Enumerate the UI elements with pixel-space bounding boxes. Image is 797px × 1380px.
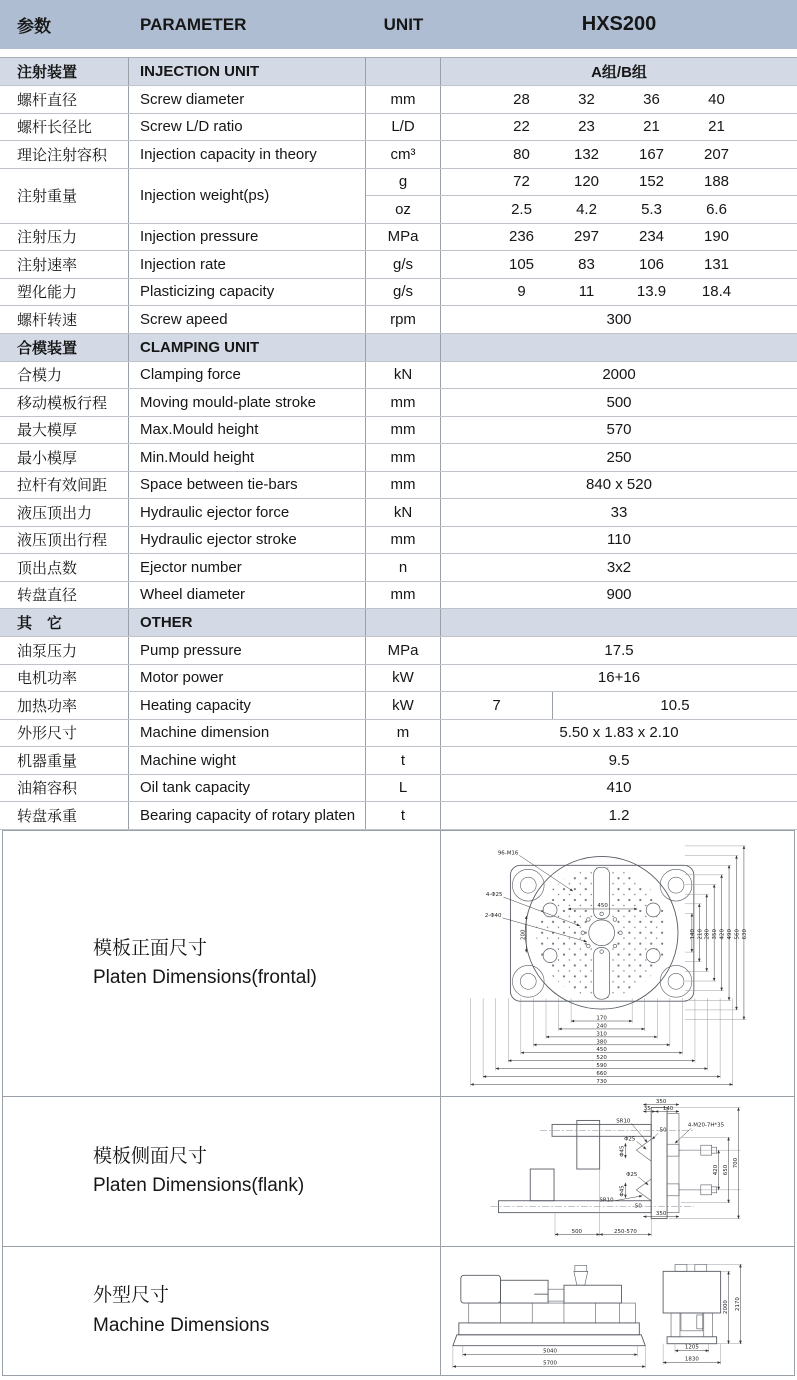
param-en: Bearing capacity of rotary platen <box>140 806 356 824</box>
diagram-title-en: Machine Dimensions <box>93 1314 270 1336</box>
value: 28 <box>513 90 530 108</box>
section-group-label: A组/B组 <box>591 64 647 81</box>
dim: 420 <box>713 1164 720 1175</box>
value: 120 <box>573 173 600 191</box>
param-zh: 理论注射容积 <box>17 146 108 164</box>
unit: mm <box>390 531 416 549</box>
flank-dimensions <box>555 1099 740 1236</box>
dim: 140 <box>662 1105 674 1112</box>
dim: 730 <box>596 1078 607 1085</box>
dim: 250-570 <box>614 1228 637 1235</box>
value: 23 <box>578 118 595 136</box>
value: 9 <box>517 283 526 301</box>
section-zh: 注射装置 <box>0 58 129 85</box>
value: 4.2 <box>576 200 597 218</box>
value: 3x2 <box>606 558 632 576</box>
header-gap <box>0 49 797 57</box>
dim: 4-M20-7H*35 <box>687 1121 725 1128</box>
dim: 560 <box>734 928 741 939</box>
param-en: Screw L/D ratio <box>140 118 243 136</box>
section-unit <box>366 609 441 636</box>
diagram-row-frontal <box>2 830 795 1097</box>
param-en: Injection weight(ps) <box>140 187 270 204</box>
subrow-oz <box>366 196 797 223</box>
value: 1.2 <box>608 806 630 824</box>
param-zh: 转盘承重 <box>17 807 78 825</box>
value: 236 <box>508 228 535 246</box>
unit: oz <box>395 200 411 218</box>
value: 131 <box>703 255 730 273</box>
dim: 520 <box>596 1054 607 1061</box>
value: 840 x 520 <box>586 476 652 494</box>
value: 7 <box>492 696 501 714</box>
header-param-en: PARAMETER <box>140 14 247 34</box>
spec-row <box>0 389 797 417</box>
value: 83 <box>578 255 595 273</box>
value: 21 <box>643 118 660 136</box>
value: 190 <box>703 228 730 246</box>
diagram-title-zh: 模板正面尺寸 <box>93 937 208 959</box>
header-model: HXS200 <box>581 13 657 35</box>
param-zh: 最大模厚 <box>17 422 78 440</box>
value: 900 <box>606 586 632 604</box>
dim: Φ45 <box>619 1145 626 1157</box>
dim: 35 <box>643 1105 651 1112</box>
unit: t <box>400 806 406 824</box>
spec-row-injection-weight <box>0 169 797 224</box>
dim: 50 <box>659 1126 667 1133</box>
dim: 1205 <box>684 1344 699 1351</box>
section-row-other <box>0 609 797 637</box>
param-en: Motor power <box>140 669 224 687</box>
param-zh: 螺杆长径比 <box>17 119 93 137</box>
diagram-title-zh: 模板侧面尺寸 <box>93 1145 208 1167</box>
dim: Φ45 <box>619 1184 626 1196</box>
frontal-label-4: 4-Φ25 <box>485 891 503 898</box>
value: 22 <box>513 118 530 136</box>
spec-row <box>0 720 797 748</box>
value: 40 <box>708 90 725 108</box>
diagram-title-en: Platen Dimensions(flank) <box>93 1175 305 1196</box>
value: 32 <box>578 90 595 108</box>
dim: Φ25 <box>624 1135 636 1142</box>
param-zh: 移动模板行程 <box>17 394 108 412</box>
value: 2.5 <box>511 200 532 218</box>
machine-end-view <box>663 1264 721 1343</box>
spec-row <box>0 637 797 665</box>
value: 2000 <box>602 366 636 384</box>
diagram-figure-flank <box>441 1097 794 1246</box>
value: 11 <box>578 283 595 301</box>
dim: 50 <box>634 1203 642 1210</box>
param-zh: 注射重量 <box>17 188 78 205</box>
spec-table <box>0 57 797 830</box>
spec-row <box>0 306 797 334</box>
dim: 380 <box>596 1038 607 1045</box>
unit: kW <box>392 696 414 714</box>
spec-row <box>0 472 797 500</box>
param-zh: 塑化能力 <box>17 284 78 302</box>
dim: 350 <box>655 1098 667 1105</box>
machine-side-view <box>453 1265 645 1345</box>
unit: kW <box>392 669 414 687</box>
value: 106 <box>638 255 665 273</box>
param-en: Machine wight <box>140 751 236 769</box>
param-en: Hydraulic ejector stroke <box>140 531 297 549</box>
unit: MPa <box>387 641 419 659</box>
param-en: Screw diameter <box>140 90 245 108</box>
param-zh: 液压顶出力 <box>17 504 93 522</box>
value: 207 <box>703 145 730 163</box>
value: 300 <box>606 310 632 328</box>
dim: SR10 <box>616 1117 631 1124</box>
param-zh: 合模力 <box>17 367 63 385</box>
machine-dimensions <box>453 1264 743 1368</box>
section-en: OTHER <box>129 609 366 636</box>
dim: Φ25 <box>626 1171 638 1178</box>
param-en: Wheel diameter <box>140 586 246 604</box>
dim: 450 <box>596 1046 607 1053</box>
param-zh: 机器重量 <box>17 752 78 770</box>
spec-row <box>0 665 797 693</box>
dim: 700 <box>732 1157 739 1168</box>
param-zh: 螺杆转速 <box>17 311 78 329</box>
frontal-left-dim: 200 <box>520 929 527 940</box>
unit: L/D <box>391 118 415 136</box>
spec-row <box>0 417 797 445</box>
unit: n <box>398 558 408 576</box>
param-zh: 转盘直径 <box>17 587 78 605</box>
param-en: Max.Mould height <box>140 421 259 439</box>
section-row-injection <box>0 58 797 86</box>
dim: 240 <box>596 1022 607 1029</box>
spec-row <box>0 251 797 279</box>
dim: 210 <box>697 928 704 939</box>
value: 297 <box>573 228 600 246</box>
value: 152 <box>638 173 665 191</box>
unit: kN <box>393 503 413 521</box>
spec-row <box>0 554 797 582</box>
frontal-label-96: 96-M16 <box>497 849 519 856</box>
dim: 420 <box>719 928 726 939</box>
param-en: Oil tank capacity <box>140 779 251 797</box>
value: 9.5 <box>608 751 630 769</box>
diagram-figure-machine <box>441 1247 794 1375</box>
spec-row <box>0 114 797 142</box>
param-zh: 顶出点数 <box>17 559 78 577</box>
dim: 500 <box>571 1228 583 1235</box>
dim: 490 <box>727 928 734 939</box>
unit: g <box>398 173 408 191</box>
dim: 2000 <box>723 1299 730 1314</box>
value: 5.50 x 1.83 x 2.10 <box>559 724 679 742</box>
dim: 280 <box>704 928 711 939</box>
dim: 140 <box>689 928 696 939</box>
spec-row <box>0 444 797 472</box>
param-zh: 螺杆直径 <box>17 91 78 109</box>
section-group-label <box>441 334 797 361</box>
spec-row <box>0 141 797 169</box>
section-group-label <box>441 609 797 636</box>
unit: mm <box>390 421 416 439</box>
unit: m <box>396 724 410 742</box>
unit: t <box>400 751 406 769</box>
value: 105 <box>508 255 535 273</box>
param-en: Screw apeed <box>140 310 228 328</box>
unit: mm <box>390 393 416 411</box>
value: 188 <box>703 173 730 191</box>
diagram-label-machine <box>3 1247 441 1375</box>
header-param-zh: 参数 <box>17 17 51 36</box>
dim: SR10 <box>599 1197 614 1204</box>
unit: L <box>398 779 408 797</box>
unit: kN <box>393 366 413 384</box>
value: 5.3 <box>641 200 662 218</box>
value: 33 <box>610 503 628 521</box>
param-en: Ejector number <box>140 558 242 576</box>
spec-row <box>0 362 797 390</box>
param-en: Heating capacity <box>140 696 251 714</box>
value: 80 <box>513 145 530 163</box>
frontal-top-dim: 450 <box>597 902 608 909</box>
unit: rpm <box>390 310 416 328</box>
unit: mm <box>390 586 416 604</box>
section-zh: 合模装置 <box>0 334 129 361</box>
spec-row <box>0 582 797 610</box>
unit: mm <box>390 448 416 466</box>
param-zh: 拉杆有效间距 <box>17 477 108 495</box>
param-zh: 电机功率 <box>17 670 78 688</box>
unit: mm <box>390 476 416 494</box>
value: 17.5 <box>604 641 634 659</box>
value: 570 <box>606 421 632 439</box>
header-unit: UNIT <box>383 14 424 34</box>
dim: 590 <box>596 1062 607 1069</box>
dim: 650 <box>723 1164 730 1175</box>
dim: 630 <box>741 928 748 939</box>
param-en: Injection pressure <box>140 228 259 246</box>
dim: 310 <box>596 1030 607 1037</box>
spec-row <box>0 747 797 775</box>
dim: 660 <box>596 1070 607 1077</box>
spec-row <box>0 86 797 114</box>
section-zh: 其 它 <box>0 609 129 636</box>
spec-row <box>0 279 797 307</box>
dim: 5700 <box>543 1360 557 1367</box>
diagram-section <box>2 830 795 1376</box>
section-row-clamping <box>0 334 797 362</box>
value: 36 <box>643 90 660 108</box>
diagram-title-en: Platen Dimensions(frontal) <box>93 967 317 988</box>
value: 132 <box>573 145 600 163</box>
value: 6.6 <box>706 200 727 218</box>
frontal-label-2: 2-Φ40 <box>484 912 502 919</box>
subrow-g <box>366 169 797 197</box>
dim: 350 <box>655 1210 667 1217</box>
param-zh: 注射速率 <box>17 256 78 274</box>
param-zh: 外形尺寸 <box>17 725 78 743</box>
value: 10.5 <box>660 696 690 714</box>
dim: 1830 <box>684 1356 699 1363</box>
machine-drawing <box>441 1247 794 1375</box>
dim: 170 <box>596 1015 607 1022</box>
diagram-row-machine <box>2 1247 795 1376</box>
param-en: Plasticizing capacity <box>140 283 275 301</box>
value: 410 <box>606 779 632 797</box>
spec-row <box>0 224 797 252</box>
param-en: Injection capacity in theory <box>140 145 317 163</box>
value: 21 <box>708 118 725 136</box>
dim: 2170 <box>734 1296 741 1311</box>
diagram-figure-frontal <box>441 831 794 1096</box>
param-en: Space between tie-bars <box>140 476 298 494</box>
value: 500 <box>606 393 632 411</box>
header-band <box>0 0 797 49</box>
section-en: INJECTION UNIT <box>129 58 366 85</box>
diagram-label-flank <box>3 1097 441 1246</box>
diagram-title-zh: 外型尺寸 <box>93 1285 170 1307</box>
flank-platen-drawing <box>441 1097 794 1246</box>
spec-row <box>0 499 797 527</box>
param-en: Machine dimension <box>140 724 270 742</box>
param-zh: 最小模厚 <box>17 449 78 467</box>
value: 18.4 <box>701 283 732 301</box>
value: 16+16 <box>597 669 641 687</box>
dim: 350 <box>712 928 719 939</box>
unit: cm³ <box>390 145 416 163</box>
frontal-platen-drawing <box>441 831 794 1096</box>
unit: mm <box>390 90 416 108</box>
param-en: Hydraulic ejector force <box>140 503 290 521</box>
spec-row <box>0 802 797 830</box>
dim: 5040 <box>543 1348 557 1355</box>
unit: g/s <box>392 283 413 301</box>
spec-row-heating <box>0 692 797 720</box>
value: 167 <box>638 145 665 163</box>
param-zh: 加热功率 <box>17 697 78 715</box>
param-en: Injection rate <box>140 255 226 273</box>
param-zh: 油箱容积 <box>17 780 78 798</box>
param-zh: 油泵压力 <box>17 642 78 660</box>
value: 13.9 <box>636 283 667 301</box>
diagram-label-frontal <box>3 831 441 1096</box>
unit: g/s <box>392 255 413 273</box>
section-unit <box>366 334 441 361</box>
value: 110 <box>607 531 631 549</box>
section-unit <box>366 58 441 85</box>
param-en: Clamping force <box>140 366 241 384</box>
param-en: Moving mould-plate stroke <box>140 393 316 411</box>
platen-outline <box>510 856 693 1009</box>
spec-row <box>0 527 797 555</box>
unit: MPa <box>387 228 419 246</box>
value: 234 <box>638 228 665 246</box>
param-en: Pump pressure <box>140 641 242 659</box>
diagram-row-flank <box>2 1097 795 1247</box>
spec-row <box>0 775 797 803</box>
value: 250 <box>606 448 632 466</box>
param-zh: 液压顶出行程 <box>17 532 108 550</box>
section-en: CLAMPING UNIT <box>129 334 366 361</box>
param-en: Min.Mould height <box>140 448 255 466</box>
param-zh: 注射压力 <box>17 229 78 247</box>
value: 72 <box>513 173 530 191</box>
